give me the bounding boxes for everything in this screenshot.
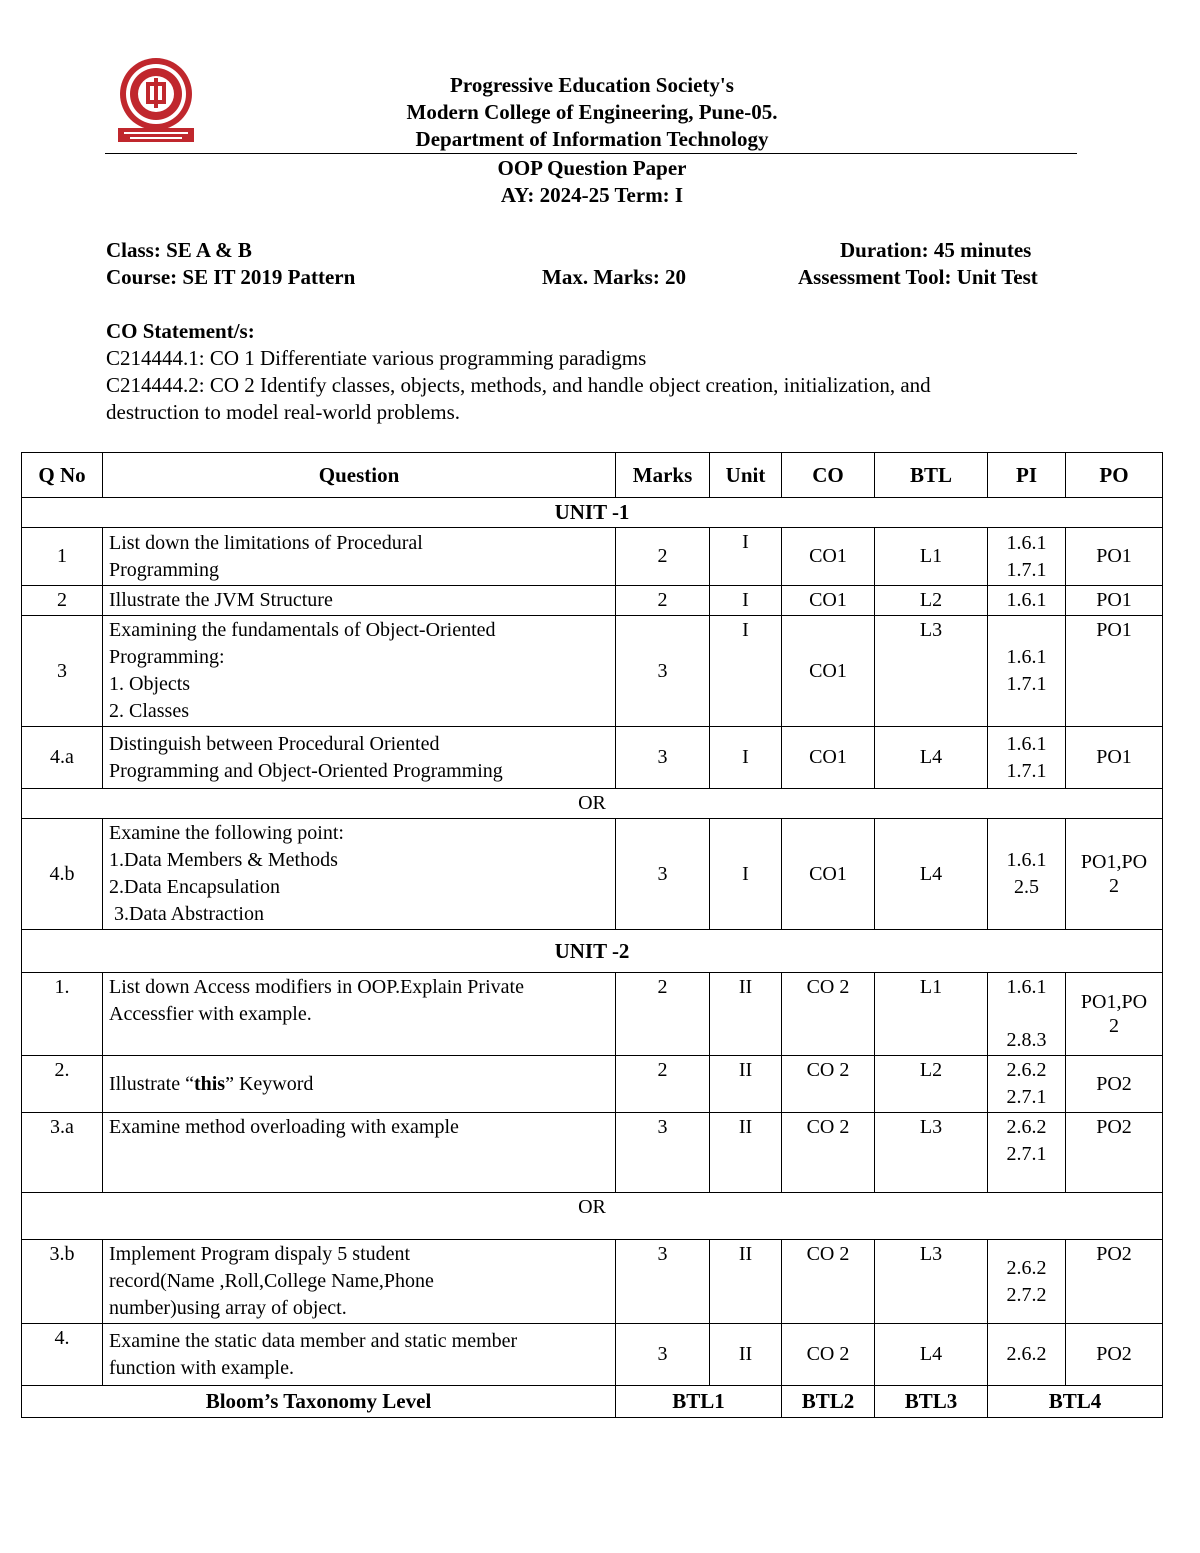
question-text: 2.Data Encapsulation — [109, 876, 281, 898]
question-text: Examine the following point: — [109, 822, 344, 844]
qno-cell: 3 — [22, 616, 103, 727]
pi-value: 2.6.2 — [1006, 1256, 1047, 1279]
table-row — [22, 616, 1163, 727]
unit-cell: I — [710, 528, 782, 586]
qno-cell: 4.a — [22, 727, 103, 789]
co-statement-1: C214444.1: CO 1 Differentiate various programming paradigms — [106, 346, 647, 370]
or-label: OR — [22, 1193, 1163, 1240]
unit-cell: II — [710, 1113, 782, 1193]
question-cell — [103, 727, 616, 789]
pi-value: 1.7.1 — [1006, 673, 1047, 695]
header-po: PO — [1066, 453, 1163, 498]
qno-cell: 1. — [22, 973, 103, 1056]
unit-cell: II — [710, 1240, 782, 1324]
qno-cell: 4.b — [22, 819, 103, 930]
question-text: Illustrate “ — [109, 1072, 194, 1095]
marks-cell: 3 — [616, 616, 710, 727]
question-text: Programming: — [109, 646, 225, 668]
pi-cell: 2.6.2 — [988, 1324, 1066, 1386]
marks-cell: 3 — [616, 1240, 710, 1324]
pi-value: 1.6.1 — [1006, 976, 1047, 998]
btl4-cell: BTL4 — [988, 1386, 1163, 1418]
college-name: Modern College of Engineering, Pune-05. — [406, 100, 778, 124]
pi-cell — [988, 973, 1066, 1056]
pi-cell — [988, 616, 1066, 727]
this-keyword: this — [193, 1072, 226, 1095]
qno-cell: 4. — [22, 1324, 103, 1386]
pi-cell — [988, 528, 1066, 586]
question-cell: Examine method overloading with example — [103, 1113, 616, 1193]
header-divider — [105, 153, 1077, 154]
table-row — [22, 1056, 1163, 1113]
pi-cell — [988, 1056, 1066, 1113]
pi-value: 2.7.1 — [1006, 1143, 1047, 1165]
marks-cell: 3 — [616, 819, 710, 930]
po-cell — [1066, 819, 1163, 930]
table-row — [22, 727, 1163, 789]
btl2-cell: BTL2 — [782, 1386, 875, 1418]
assessment-tool-label: Assessment Tool: Unit Test — [798, 265, 1038, 289]
question-cell — [103, 528, 616, 586]
pi-value: 1.7.1 — [1006, 558, 1047, 581]
or-row — [22, 789, 1163, 819]
pi-cell: 1.6.1 — [988, 586, 1066, 616]
question-text: Accessfier with example. — [109, 1003, 312, 1025]
bloom-taxonomy-row — [22, 1386, 1163, 1418]
paper-title: OOP Question Paper — [497, 156, 687, 180]
course-label: Course: SE IT 2019 Pattern — [106, 265, 356, 289]
question-text: function with example. — [109, 1356, 294, 1379]
qno-cell: 3.a — [22, 1113, 103, 1193]
po-cell: PO1 — [1066, 727, 1163, 789]
question-text: ” Keyword — [225, 1072, 314, 1095]
co-cell: CO 2 — [782, 1056, 875, 1113]
pi-value: 2.6.2 — [1006, 1059, 1047, 1081]
pi-value: 2.6.2 — [1006, 1116, 1047, 1138]
marks-cell: 3 — [616, 1113, 710, 1193]
question-text: Implement Program dispaly 5 student — [109, 1243, 411, 1265]
table-row — [22, 973, 1163, 1056]
or-row — [22, 1193, 1163, 1240]
table-row — [22, 1240, 1163, 1324]
unit-cell: I — [710, 616, 782, 727]
po-value: 2 — [1109, 875, 1119, 897]
unit-2-row — [22, 930, 1163, 973]
question-cell — [103, 819, 616, 930]
question-text: Examine the static data member and static member — [109, 1329, 518, 1352]
co-cell: CO 2 — [782, 973, 875, 1056]
header-marks: Marks — [616, 453, 710, 498]
or-label: OR — [22, 789, 1163, 819]
btl-cell: L3 — [875, 1240, 988, 1324]
academic-year: AY: 2024-25 Term: I — [500, 183, 684, 207]
marks-cell: 2 — [616, 973, 710, 1056]
po-cell: PO1 — [1066, 586, 1163, 616]
btl-cell: L3 — [875, 1113, 988, 1193]
table-row — [22, 528, 1163, 586]
unit-2-label: UNIT -2 — [22, 930, 1163, 973]
btl3-cell: BTL3 — [875, 1386, 988, 1418]
question-text: Distinguish between Procedural Oriented — [109, 732, 440, 755]
unit-cell: I — [710, 727, 782, 789]
po-cell: PO2 — [1066, 1324, 1163, 1386]
unit-1-row — [22, 498, 1163, 528]
table-row — [22, 1324, 1163, 1386]
unit-cell: II — [710, 1324, 782, 1386]
society-name: Progressive Education Society's — [450, 73, 734, 97]
pi-cell — [988, 819, 1066, 930]
co-cell: CO 2 — [782, 1324, 875, 1386]
qno-cell: 3.b — [22, 1240, 103, 1324]
co-cell: CO 2 — [782, 1113, 875, 1193]
btl-cell: L1 — [875, 528, 988, 586]
question-text: List down Access modifiers in OOP.Explain Private — [109, 976, 524, 998]
marks-cell: 2 — [616, 1056, 710, 1113]
co-cell: CO1 — [782, 727, 875, 789]
question-cell — [103, 973, 616, 1056]
po-value: PO1,PO — [1080, 851, 1148, 873]
po-cell: PO2 — [1066, 1240, 1163, 1324]
btl-cell: L2 — [875, 586, 988, 616]
header-co: CO — [782, 453, 875, 498]
pi-value: 2.7.1 — [1006, 1086, 1047, 1108]
question-text: Programming and Object-Oriented Programming — [109, 759, 503, 782]
btl-cell: L4 — [875, 727, 988, 789]
qno-cell: 2 — [22, 586, 103, 616]
table-header-row — [22, 453, 1163, 498]
pi-cell — [988, 727, 1066, 789]
co-cell: CO1 — [782, 528, 875, 586]
po-cell: PO1 — [1066, 528, 1163, 586]
co-cell: CO1 — [782, 616, 875, 727]
question-text: 3.Data Abstraction — [109, 903, 264, 925]
question-cell: Illustrate the JVM Structure — [103, 586, 616, 616]
table-row — [22, 586, 1163, 616]
pi-value: 2.8.3 — [1006, 1029, 1047, 1051]
unit-cell: I — [710, 819, 782, 930]
co-statements — [106, 318, 1066, 426]
question-text: number)using array of object. — [109, 1297, 347, 1319]
btl-cell: L1 — [875, 973, 988, 1056]
question-cell — [103, 1056, 616, 1113]
co-cell: CO1 — [782, 586, 875, 616]
pi-value: 1.6.1 — [1006, 646, 1047, 668]
question-text: Programming — [109, 558, 219, 581]
pi-cell — [988, 1240, 1066, 1324]
marks-cell: 2 — [616, 528, 710, 586]
co-statement-2-line2: destruction to model real-world problems. — [106, 400, 460, 424]
marks-cell: 3 — [616, 727, 710, 789]
question-text: Examining the fundamentals of Object-Oriented — [109, 619, 496, 641]
co-cell: CO 2 — [782, 1240, 875, 1324]
question-text: 2. Classes — [109, 700, 189, 722]
unit-cell: II — [710, 973, 782, 1056]
question-cell — [103, 616, 616, 727]
btl-cell: L4 — [875, 819, 988, 930]
po-cell — [1066, 973, 1163, 1056]
table-row — [22, 819, 1163, 930]
question-table — [21, 452, 1163, 1418]
pi-cell — [988, 1113, 1066, 1193]
po-value: 2 — [1109, 1015, 1119, 1037]
table-row — [22, 1113, 1163, 1193]
class-label: Class: SE A & B — [106, 238, 252, 262]
question-text: List down the limitations of Procedural — [109, 531, 423, 554]
po-cell: PO2 — [1066, 1056, 1163, 1113]
question-text: 1. Objects — [109, 673, 191, 695]
question-text: 1.Data Members & Methods — [109, 849, 338, 871]
question-text: record(Name ,Roll,College Name,Phone — [109, 1270, 434, 1292]
btl-cell: L4 — [875, 1324, 988, 1386]
marks-cell: 3 — [616, 1324, 710, 1386]
header-question: Question — [103, 453, 616, 498]
qno-cell: 1 — [22, 528, 103, 586]
btl-cell: L2 — [875, 1056, 988, 1113]
po-cell: PO1 — [1066, 616, 1163, 727]
po-value: PO1,PO — [1080, 991, 1148, 1013]
btl-cell: L3 — [875, 616, 988, 727]
co-heading: CO Statement/s: — [106, 319, 255, 343]
duration-label: Duration: 45 minutes — [840, 238, 1032, 262]
unit-cell: II — [710, 1056, 782, 1113]
unit-1-label: UNIT -1 — [22, 498, 1163, 528]
co-cell: CO1 — [782, 819, 875, 930]
pi-value: 1.6.1 — [1006, 732, 1047, 755]
header-qno: Q No — [22, 453, 103, 498]
question-cell — [103, 1240, 616, 1324]
pi-value: 1.6.1 — [1006, 849, 1047, 871]
bloom-label: Bloom’s Taxonomy Level — [22, 1386, 616, 1418]
pi-value: 2.7.2 — [1006, 1283, 1047, 1306]
marks-cell: 2 — [616, 586, 710, 616]
co-statement-2-line1: C214444.2: CO 2 Identify classes, objects, methods, and handle object creation, initialization, and — [106, 373, 931, 397]
pi-value: 1.7.1 — [1006, 759, 1047, 782]
unit-cell: I — [710, 586, 782, 616]
department-name: Department of Information Technology — [415, 127, 769, 151]
pi-value: 2.5 — [1014, 876, 1039, 898]
max-marks-label: Max. Marks: 20 — [542, 265, 687, 289]
po-cell: PO2 — [1066, 1113, 1163, 1193]
header-pi: PI — [988, 453, 1066, 498]
header-unit: Unit — [710, 453, 782, 498]
question-cell — [103, 1324, 616, 1386]
pi-value: 1.6.1 — [1006, 531, 1047, 554]
header-btl: BTL — [875, 453, 988, 498]
btl1-cell: BTL1 — [616, 1386, 782, 1418]
qno-cell: 2. — [22, 1056, 103, 1113]
